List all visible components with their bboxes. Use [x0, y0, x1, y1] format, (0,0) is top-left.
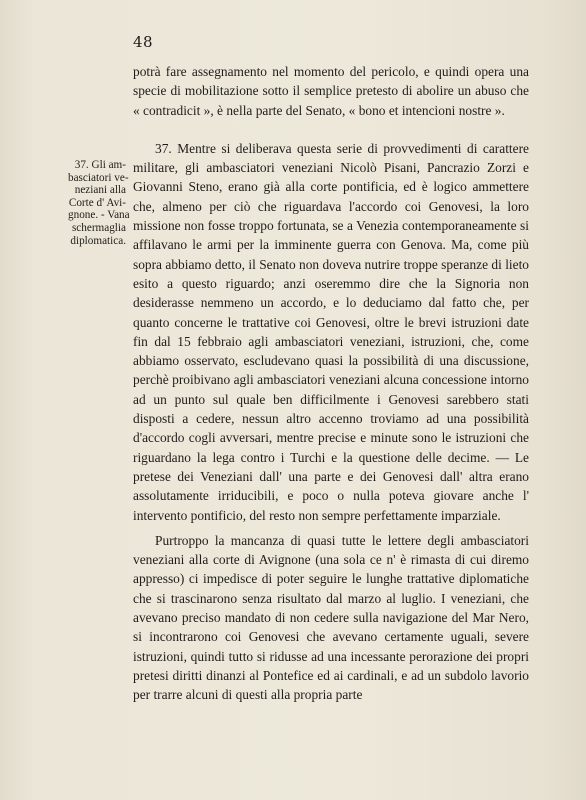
marginal-note-line: 37. Gli am- — [74, 159, 126, 171]
marginal-note-line: diplomatica. — [70, 234, 126, 247]
marginal-note-line: Corte d' Avi- — [68, 196, 126, 209]
page-number: 48 — [133, 33, 154, 51]
marginal-note-line: basciatori ve- — [68, 171, 129, 184]
marginal-note-line: neziani alla — [74, 184, 126, 197]
paragraph: Purtroppo la mancanza di quasi tutte le lettere degli ambasciatori veneziani alla corte di Avignone (una sola ce n' è rimasta di cui diremo appresso) ci impedisce di poter seguire le lunghe trattative diplomatiche che si trascinarono senza risultato dal marzo al luglio. I veneziani, che avevano preciso mandato di non cedere sulla navigazione del Mar Nero, si incontrarono coi Genovesi che avevano certamente uguali, severe istruzioni, quindi tutto si ridusse ad una incessante perorazione dei propri pretesi diritti dinanzi al Pontefice ed ai cardinali, e ad un subdolo lavorio per trarre alcuni di questi alla propria parte — [133, 532, 529, 703]
paragraph-section-37: 37. Mentre si deliberava questa serie di provvedimenti di carattere militare, gli ambasciatori veneziani Nicolò Pisani, Pancrazio Zorzi e Giovanni Steno, erano già alla corte pontificia, ed è logico ammettere che, almeno per ciò che riguardava l'accordo coi Genovesi, la loro missione non fosse troppo fortunata, se a Venezia contemporaneamente si affilavano le armi per la imminente guerra con Genova. Ma, come più sopra abbiamo detto, il Senato non doveva nutrire troppe speranze di lieto esito a questo riguardo; anzi oseremmo dire che la Signoria non desiderasse nemmeno un accordo, e lo deduciamo dal fatto che, per quanto concerne le trattative coi Genovesi, oltre le brevi istruzioni date fin dal 15 febbraio agli ambasciatori veneziani, istruzioni, che, come abbiamo osservato, escludevano quasi la possibilità di una discussione, perchè proibivano agli ambasciatori veneziani alcuna concessione intorno ad un punto sul quale ben difficilmente i Genovesi sarebbero stati disposti a cedere, nessun altro accenno troviamo ad una possibilità d'accordo cogli avversari, mentre precise e minute sono le istruzioni che riguardano la lega contro i Turchi e la questione delle decime. — Le pretese dei Veneziani dall' una parte e dei Genovesi dall' altra erano assolutamente irriducibili, e poco o nulla poteva giovare anche l' intervento pontificio, del resto non sempre perfettamente imparziale. — [133, 140, 529, 523]
marginal-note-line: gnone. - Vana — [68, 209, 130, 222]
marginal-note — [68, 159, 130, 247]
marginal-note-line: schermaglia — [71, 221, 126, 234]
page-edge-shading — [546, 0, 586, 800]
body-text — [133, 62, 529, 705]
paragraph-continued: potrà fare assegnamento nel momento del pericolo, e quindi opera una specie di mobilitazione sotto il semplice pretesto di abolire un abuso che « contradicit », è nella parte del Senato, « bono et intencioni nostre ». — [133, 64, 529, 118]
